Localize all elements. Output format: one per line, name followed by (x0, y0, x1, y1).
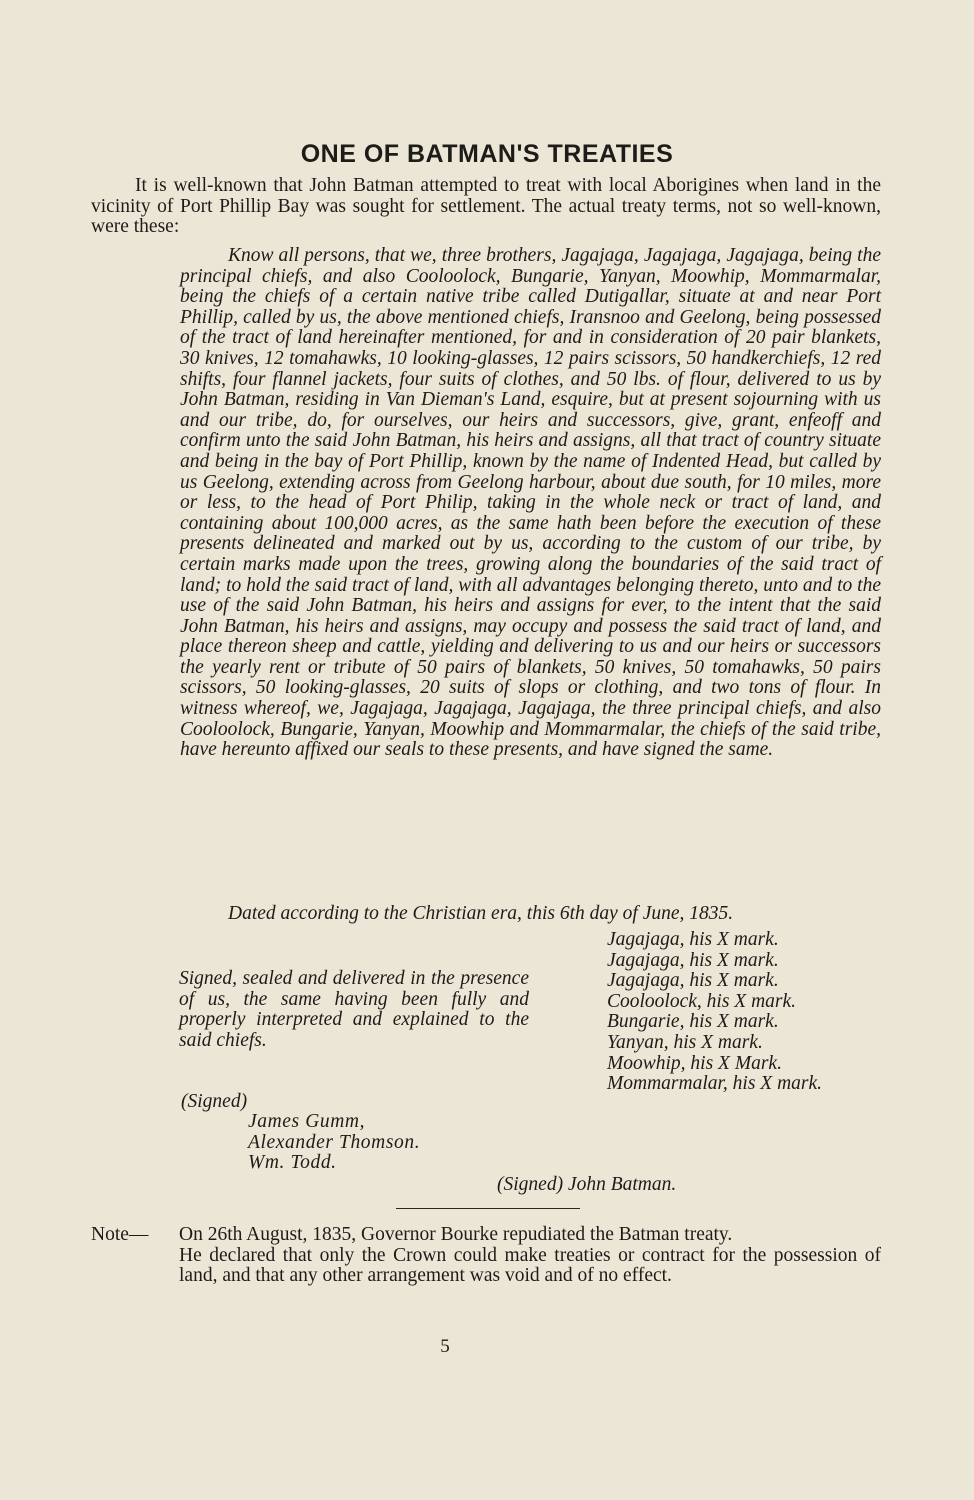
chief-mark: Jagajaga, his X mark. (607, 970, 779, 992)
treaty-text: Know all persons, that we, three brothers, Jagajaga, Jagajaga, Jagajaga, being the principal chiefs, and also Cooloolock, Bungarie, Yanyan, Moowhip, Mommarmalar, being the chiefs of a certain native tribe called Dutigallar, situate at and near Port Phillip, called by us, the above mentioned chiefs, Iransnoo and Geelong, being possessed of the tract of land hereinafter mentioned, for and in consideration of 20 pair blankets, 30 knives, 12 tomahawks, 10 looking-glasses, 12 pairs scissors, 50 handkerchiefs, 12 red shifts, four flannel jackets, four suits of clothes, and 50 lbs. of flour, delivered to us by John Batman, residing in Van Dieman's Land, esquire, but at present sojourning with us and our tribe, do, for ourselves, our heirs and successors, give, grant, enfeoff and confirm unto the said John Batman, his heirs and assigns, all that tract of country situate and being in the bay of Port Phillip, known by the name of Indented Head, but called by us Geelong, extending across from Geelong harbour, about due south, for 10 miles, more or less, to the head of Port Philip, taking in the whole neck or tract of land, and containing about 100,000 acres, as the same hath been before the execution of these presents delineated and marked out by us, according to the custom of our tribe, by certain marks made upon the trees, growing along the boundaries of the said tract of land; to hold the said tract of land, with all advantages belonging thereto, unto and to the use of the said John Batman, his heirs and assigns for ever, to the intent that the said John Batman, his heirs and assigns, may occupy and possess the said tract of land, and place thereon sheep and cattle, yielding and delivering to us and our heirs or successors the yearly rent or tribute of 50 pairs of blankets, 50 knives, 50 tomahawks, 50 pairs scissors, 50 looking-glasses, 20 suits of slops or clothing, and two tons of flour. In witness whereof, we, Jagajaga, Jagajaga, Jagajaga, the three principal chiefs, and also Cooloolock, Bungarie, Yanyan, Moowhip and Mommarmalar, the chiefs of the said tribe, have hereunto affixed our seals to these presents, and have signed the same. (180, 245, 881, 761)
note-paragraph (91, 1225, 881, 1287)
note-body (179, 1225, 881, 1287)
chief-mark: Cooloolock, his X mark. (607, 990, 797, 1012)
chief-mark: Mommarmalar, his X mark. (607, 1073, 823, 1095)
chief-mark: Jagajaga, his X mark. (607, 929, 779, 950)
note-first-line: On 26th August, 1835, Governor Bourke repudiated the Batman treaty. (179, 1224, 733, 1245)
note-rest: He declared that only the Crown could make treaties or contract for the possession of land, and that any other arrangement was void and of no effect. (179, 1244, 881, 1287)
chief-mark: Moowhip, his X Mark. (607, 1052, 782, 1074)
chief-mark: Yanyan, his X mark. (607, 1031, 763, 1053)
divider-rule (396, 1208, 580, 1209)
chief-marks-list (607, 930, 907, 1095)
note-lead: Note— (91, 1224, 149, 1245)
witness-name: Wm. Todd. (248, 1152, 337, 1174)
chief-mark: Bungarie, his X mark. (607, 1011, 779, 1033)
dated-line: Dated according to the Christian era, this 6th day of June, 1835. (228, 903, 734, 924)
witness-names-list (248, 1112, 548, 1174)
intro-paragraph: It is well-known that John Batman attempted to treat with local Aborigines when land in the vicinity of Port Phillip Bay was sought for settlement. The actual treaty terms, not so well-known, were these: (91, 175, 881, 238)
page-title: ONE OF BATMAN'S TREATIES (300, 140, 674, 168)
page-number: 5 (440, 1336, 450, 1357)
signed-label: (Signed) (181, 1091, 248, 1112)
witness-name: James Gumm, (248, 1111, 366, 1132)
witness-clause: Signed, sealed and delivered in the presence of us, the same having been fully and properly interpreted and explained to the said chiefs. (179, 968, 529, 1051)
witness-name: Alexander Thomson. (248, 1131, 421, 1153)
batman-signature: (Signed) John Batman. (497, 1174, 677, 1195)
chief-mark: Jagajaga, his X mark. (607, 949, 779, 971)
